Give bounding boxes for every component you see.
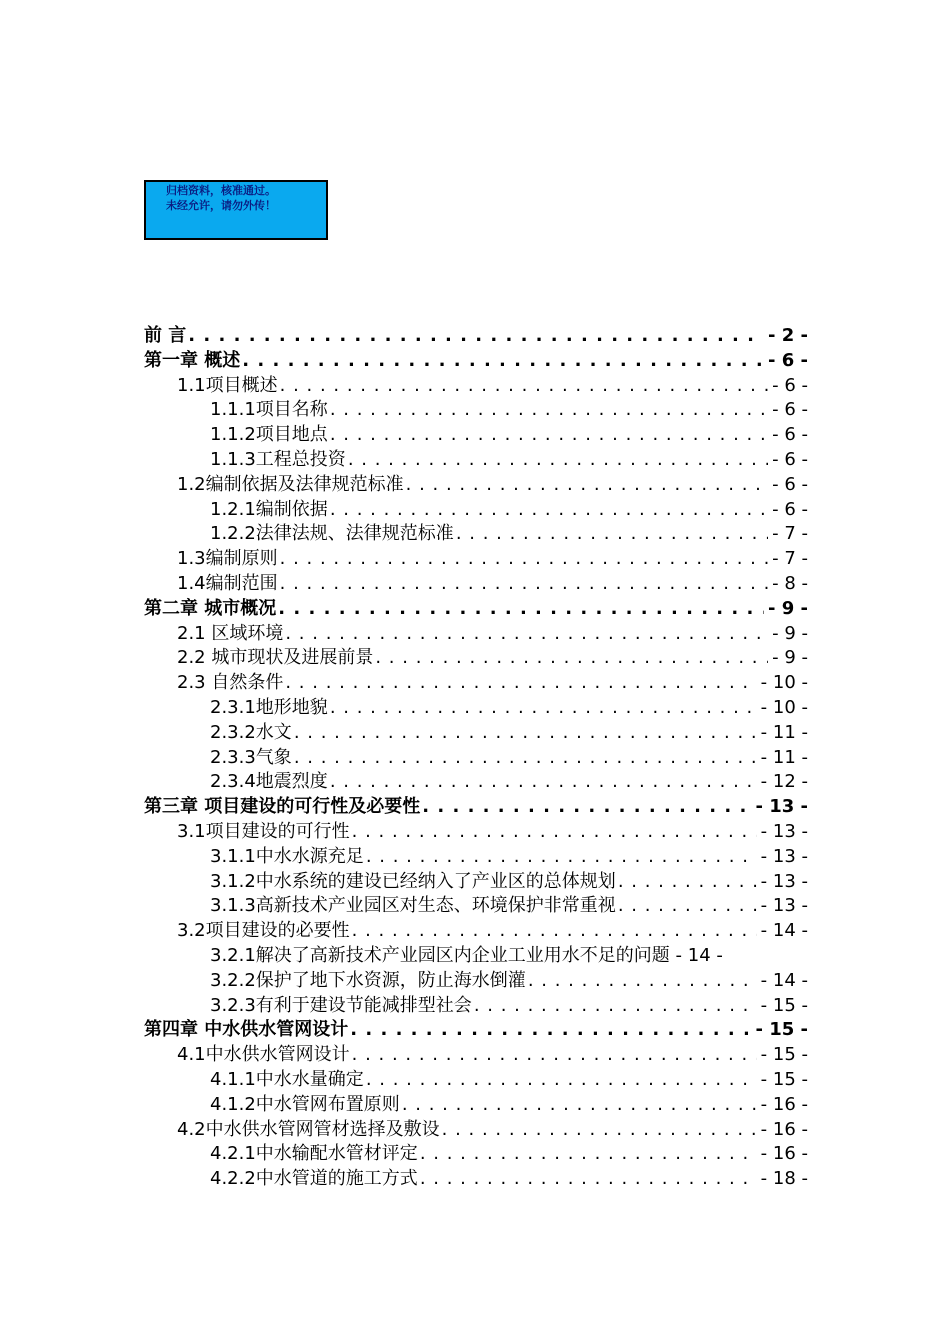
toc-chapter-entry[interactable]	[144, 324, 808, 349]
toc-page-number: - 6 -	[772, 399, 808, 421]
toc-entry-title: 1.4编制范围	[177, 572, 278, 594]
toc-entry-title: 4.1中水供水管网设计	[177, 1044, 350, 1066]
toc-page-number: - 6 -	[768, 349, 808, 371]
toc-entry[interactable]	[144, 994, 808, 1019]
toc-entry-title: 1.1.1项目名称	[210, 399, 328, 421]
toc-leader-dots	[526, 969, 757, 994]
toc-page-number: - 13 -	[755, 796, 808, 818]
toc-page-number: - 13 -	[760, 845, 808, 867]
toc-leader-dots	[350, 820, 757, 845]
stamp-line-1: 归档资料，核准通过。	[166, 184, 276, 197]
toc-entry[interactable]	[144, 894, 808, 919]
toc-entry[interactable]	[144, 572, 808, 597]
toc-page-number: - 13 -	[760, 820, 808, 842]
toc-entry[interactable]	[144, 1118, 808, 1143]
toc-leader-dots	[350, 1043, 757, 1068]
archive-stamp	[144, 180, 328, 240]
toc-leader-dots	[454, 522, 768, 547]
toc-entry-title: 第一章 概述	[144, 349, 241, 371]
toc-leader-dots	[278, 374, 768, 399]
toc-page-number: - 10 -	[760, 696, 808, 718]
toc-entry[interactable]	[144, 374, 808, 399]
toc-entry[interactable]	[144, 721, 808, 746]
toc-page-number: - 16 -	[760, 1093, 808, 1115]
toc-entry[interactable]	[144, 969, 808, 994]
toc-leader-dots	[283, 671, 756, 696]
toc-entry[interactable]	[144, 1167, 808, 1192]
toc-entry-title: 3.2.1解决了高新技术产业园区内企业工业用水不足的问题	[210, 944, 670, 966]
toc-leader-dots	[278, 572, 768, 597]
toc-entry-title: 3.2.3有利于建设节能减排型社会	[210, 994, 472, 1016]
toc-entry-title: 2.3.1地形地貌	[210, 696, 328, 718]
toc-page-number: - 15 -	[760, 1044, 808, 1066]
toc-page-number: - 14 -	[760, 920, 808, 942]
toc-page-number: - 16 -	[760, 1118, 808, 1140]
toc-entry-title: 2.3.4地震烈度	[210, 771, 328, 793]
toc-entry[interactable]	[144, 671, 808, 696]
toc-leader-dots	[364, 845, 757, 870]
toc-leader-dots	[240, 349, 764, 374]
toc-entry-title: 3.1.2中水系统的建设已经纳入了产业区的总体规划	[210, 870, 616, 892]
toc-leader-dots	[328, 398, 768, 423]
toc-leader-dots	[328, 498, 768, 523]
toc-page-number: - 13 -	[760, 870, 808, 892]
toc-entry-title: 1.2编制依据及法律规范标准	[177, 473, 404, 495]
toc-entry-title: 1.1.2项目地点	[210, 424, 328, 446]
toc-page-number: - 6 -	[772, 498, 808, 520]
toc-page-number: - 9 -	[768, 597, 808, 619]
toc-entry-title: 第四章 中水供水管网设计	[144, 1019, 349, 1041]
toc-leader-dots	[346, 448, 768, 473]
toc-page-number: - 12 -	[760, 771, 808, 793]
toc-page-number: - 6 -	[772, 374, 808, 396]
toc-entry-title: 3.2.2保护了地下水资源，防止海水倒灌	[210, 969, 526, 991]
toc-leader-dots	[400, 1093, 757, 1118]
toc-entry[interactable]	[144, 944, 808, 969]
toc-entry[interactable]	[144, 1043, 808, 1068]
toc-entry[interactable]	[144, 448, 808, 473]
toc-entry-title: 2.1 区域环境	[177, 622, 284, 644]
toc-leader-dots	[616, 894, 757, 919]
toc-entry-title: 1.2.1编制依据	[210, 498, 328, 520]
toc-leader-dots	[348, 1018, 751, 1043]
toc-entry[interactable]	[144, 919, 808, 944]
toc-entry[interactable]	[144, 696, 808, 721]
toc-page-number: - 9 -	[772, 622, 808, 644]
toc-entry[interactable]	[144, 622, 808, 647]
toc-leader-dots	[420, 795, 751, 820]
toc-leader-dots	[186, 324, 764, 349]
toc-entry-title: 4.2中水供水管网管材选择及敷设	[177, 1118, 440, 1140]
toc-entry-title: 3.2项目建设的必要性	[177, 920, 350, 942]
toc-page-number: - 9 -	[772, 647, 808, 669]
toc-chapter-entry[interactable]	[144, 795, 808, 820]
toc-entry[interactable]	[144, 746, 808, 771]
toc-entry-title: 3.1项目建设的可行性	[177, 820, 350, 842]
toc-leader-dots	[278, 547, 768, 572]
toc-leader-dots	[350, 919, 757, 944]
toc-leader-dots	[364, 1068, 757, 1093]
toc-page-number: - 6 -	[772, 473, 808, 495]
toc-entry-title: 4.2.2中水管道的施工方式	[210, 1168, 418, 1190]
toc-page-number: - 16 -	[760, 1143, 808, 1165]
toc-page-number: - 15 -	[755, 1019, 808, 1041]
toc-chapter-entry[interactable]	[144, 349, 808, 374]
toc-entry-title: 1.1项目概述	[177, 374, 278, 396]
toc-page-number: - 11 -	[760, 721, 808, 743]
toc-entry-title: 第二章 城市概况	[144, 597, 277, 619]
toc-page-number: - 6 -	[772, 424, 808, 446]
toc-entry-title: 4.2.1中水输配水管材评定	[210, 1143, 418, 1165]
toc-entry[interactable]	[144, 820, 808, 845]
toc-entry-title: 第三章 项目建设的可行性及必要性	[144, 796, 421, 818]
toc-page-number: - 15 -	[760, 1068, 808, 1090]
toc-entry-title: 3.1.1中水水源充足	[210, 845, 364, 867]
toc-page-number: - 10 -	[760, 672, 808, 694]
toc-leader-dots	[418, 1142, 757, 1167]
toc-entry[interactable]	[144, 423, 808, 448]
toc-page-number: - 6 -	[772, 448, 808, 470]
toc-page-number: - 14 -	[675, 944, 723, 966]
toc-entry[interactable]	[144, 845, 808, 870]
toc-entry[interactable]	[144, 1142, 808, 1167]
toc-entry[interactable]	[144, 1093, 808, 1118]
toc-page-number: - 18 -	[760, 1168, 808, 1190]
toc-leader-dots	[328, 423, 768, 448]
toc-leader-dots	[328, 770, 757, 795]
toc-leader-dots	[283, 622, 768, 647]
toc-entry[interactable]	[144, 498, 808, 523]
stamp-line-2: 未经允许，请勿外传！	[166, 199, 276, 212]
toc-leader-dots	[418, 1167, 757, 1192]
toc-entry-title: 2.3.2水文	[210, 721, 292, 743]
toc-page-number: - 8 -	[772, 572, 808, 594]
toc-leader-dots	[472, 994, 757, 1019]
toc-entry[interactable]	[144, 1068, 808, 1093]
toc-page-number: - 2 -	[768, 325, 808, 346]
toc-entry-title: 1.1.3工程总投资	[210, 448, 346, 470]
toc-page-number: - 7 -	[772, 523, 808, 545]
toc-entry-title: 4.1.2中水管网布置原则	[210, 1093, 400, 1115]
toc-entry-title: 2.2 城市现状及进展前景	[177, 647, 374, 669]
toc-entry-title: 2.3.3气象	[210, 746, 292, 768]
toc-leader-dots	[616, 870, 757, 895]
toc-leader-dots	[328, 696, 757, 721]
toc-entry-title: 1.3编制原则	[177, 548, 278, 570]
toc-page-number: - 13 -	[760, 895, 808, 917]
toc-leader-dots	[292, 746, 757, 771]
toc-entry-title: 4.1.1中水水量确定	[210, 1068, 364, 1090]
toc-chapter-entry[interactable]	[144, 597, 808, 622]
toc-page-number: - 15 -	[760, 994, 808, 1016]
toc-entry[interactable]	[144, 398, 808, 423]
toc-leader-dots	[373, 646, 768, 671]
toc-page-number: - 11 -	[760, 746, 808, 768]
table-of-contents	[144, 324, 808, 1192]
toc-entry-title: 前 言	[144, 325, 187, 346]
toc-entry-title: 1.2.2法律法规、法律规范标准	[210, 523, 454, 545]
toc-entry[interactable]	[144, 870, 808, 895]
toc-entry[interactable]	[144, 646, 808, 671]
toc-leader-dots	[404, 473, 768, 498]
toc-leader-dots	[276, 597, 764, 622]
toc-entry[interactable]	[144, 473, 808, 498]
toc-chapter-entry[interactable]	[144, 1018, 808, 1043]
toc-entry[interactable]	[144, 522, 808, 547]
toc-entry[interactable]	[144, 547, 808, 572]
toc-page-number: - 14 -	[760, 969, 808, 991]
toc-entry-title: 3.1.3高新技术产业园区对生态、环境保护非常重视	[210, 895, 616, 917]
toc-entry[interactable]	[144, 770, 808, 795]
toc-leader-dots	[292, 721, 757, 746]
toc-leader-dots	[440, 1118, 757, 1143]
toc-entry-title: 2.3 自然条件	[177, 672, 284, 694]
toc-page-number: - 7 -	[772, 548, 808, 570]
